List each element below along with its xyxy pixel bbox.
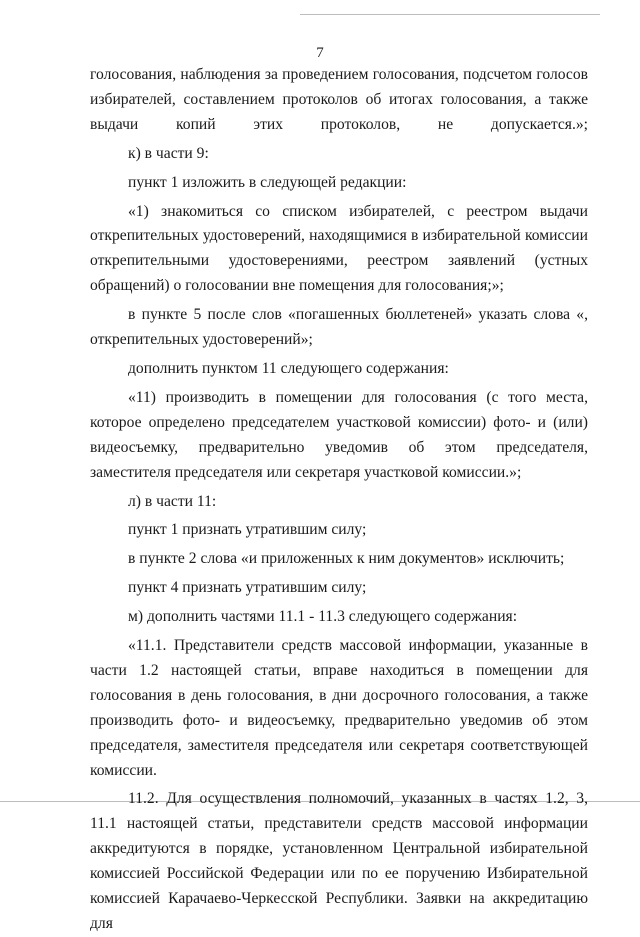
paragraph: л) в части 11: [128, 492, 217, 510]
paragraph: пункт 1 признать утратившим силу; [128, 521, 367, 539]
paragraph: 11.2. Для осуществления полномочий, указанных в частях 1.2, 3, 11.1 настоящей статьи, представители средств массовой информации аккредитуются в порядке, установленном Центральной избирательной комиссией Российской Федерации или по ее поручению Избирательной комиссией Карачаево-Черкесской Республики. Заявки на аккредитацию для [90, 790, 588, 932]
paragraph: в пункте 2 слова «и приложенных к ним документов» исключить; [128, 550, 565, 568]
paragraph: пункт 4 признать утратившим силу; [128, 579, 367, 597]
scan-artifact-top [300, 14, 600, 15]
paragraph: м) дополнить частями 11.1 - 11.3 следующего содержания: [128, 608, 518, 626]
paragraph: «11) производить в помещении для голосования (с того места, которое определено председателем участковой комиссии) фото- и (или) видеосъемку, предварительно уведомив об этом председателя, заместителя председателя или секретаря участковой комиссии.»; [90, 388, 588, 481]
page-number: 7 [316, 45, 324, 61]
paragraph: голосования, наблюдения за проведением голосования, подсчетом голосов избирателей, составлением протоколов об итогах голосования, а также выдачи копий этих протоколов, не допускается.»; [90, 66, 588, 133]
paragraph: «1) знакомиться со списком избирателей, с реестром выдачи открепительных удостоверений, находящимися в избирательной комиссии открепительными удостоверениями, реестром заявлений (устных обращений) о голосовании вне помещения для голосования;»; [90, 202, 588, 295]
paragraph: дополнить пунктом 11 следующего содержания: [128, 359, 449, 377]
paragraph: «11.1. Представители средств массовой информации, указанные в части 1.2 настоящей статьи, вправе находиться в помещении для голосования в день голосования, в дни досрочного голосования, а также производить фото- и видеосъемку, предварительно уведомив об этом председателя, заместителя председателя или секретаря соответствующей комиссии. [90, 637, 588, 779]
paragraph: к) в части 9: [128, 144, 209, 162]
paragraph: в пункте 5 после слов «погашенных бюллетеней» указать слова «, открепительных удостоверений»; [90, 306, 588, 349]
paragraph: пункт 1 изложить в следующей редакции: [128, 173, 407, 191]
document-body [90, 63, 588, 937]
